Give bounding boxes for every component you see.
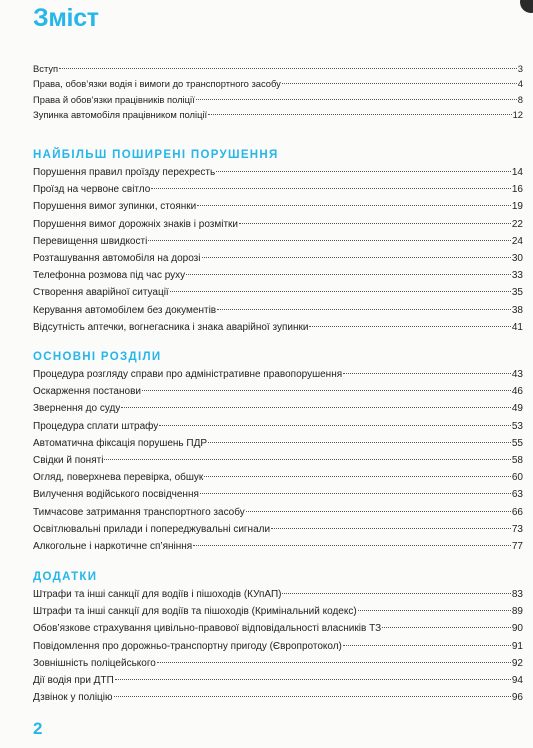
toc-entry[interactable]: [33, 107, 523, 122]
dot-leader: [200, 493, 511, 494]
toc-entry-page: 30: [511, 252, 523, 264]
toc-entry[interactable]: [33, 181, 523, 198]
dot-leader: [197, 205, 511, 206]
toc-entry-page: 73: [511, 523, 523, 535]
dot-leader: [271, 528, 511, 529]
page-title: Зміст: [33, 4, 99, 32]
toc-entry-title: Звернення до суду: [33, 403, 121, 415]
toc-entry[interactable]: [33, 504, 523, 521]
toc-entry-title: Процедура розгляду справи про адміністративне правопорушення: [33, 369, 343, 380]
toc-entry-title: Свідки й поняті: [33, 454, 104, 466]
toc-entry[interactable]: [33, 400, 523, 417]
dot-leader: [148, 240, 511, 241]
toc-entry-page: 4: [517, 78, 523, 90]
toc-entry[interactable]: [33, 521, 523, 538]
toc-list: [33, 61, 523, 123]
dot-leader: [216, 171, 511, 172]
toc-entry-title: Перевищення швидкості: [33, 235, 148, 247]
toc-entry-page: 83: [511, 589, 523, 600]
toc-entry-page: 22: [511, 218, 523, 230]
toc-entry-title: Тимчасове затримання транспортного засобу: [33, 506, 245, 518]
toc-entry-page: 92: [511, 657, 523, 669]
dot-leader: [217, 309, 511, 310]
toc-entry-page: 53: [511, 420, 523, 432]
toc-entry[interactable]: [33, 302, 523, 319]
toc-entry[interactable]: [33, 284, 523, 301]
toc-entry-page: 24: [511, 235, 523, 247]
toc-entry-page: 12: [512, 109, 523, 121]
toc-entry[interactable]: [33, 469, 523, 486]
toc-entry[interactable]: [33, 366, 523, 383]
toc-entry-title: Зупинка автомобіля працівником поліції: [33, 109, 208, 121]
toc-entry-title: Автоматична фіксація порушень ПДР: [33, 437, 208, 449]
toc-entry[interactable]: [33, 672, 523, 689]
toc-entry-page: 60: [511, 472, 523, 484]
dot-leader: [196, 99, 517, 100]
toc-intro: [33, 61, 523, 123]
toc-entry-page: 91: [511, 640, 523, 652]
dot-leader: [115, 679, 511, 680]
toc-entry-title: Відсутність аптечки, вогнегасника і знака аварійної зупинки: [33, 321, 309, 333]
toc-entry[interactable]: [33, 76, 523, 91]
toc-entry-title: Освітлювальні прилади і попереджувальні сигнали: [33, 523, 271, 535]
toc-entry-title: Огляд, поверхнева перевірка, обшук: [33, 472, 204, 484]
dot-leader: [159, 425, 511, 426]
toc-entry-page: 49: [511, 403, 523, 415]
dot-leader: [157, 662, 511, 663]
toc-entry-title: Проїзд на червоне світло: [33, 184, 151, 196]
dot-leader: [142, 390, 511, 391]
toc-entry-page: 66: [511, 506, 523, 518]
toc-entry-page: 94: [511, 674, 523, 686]
toc-entry[interactable]: [33, 216, 523, 233]
toc-entry[interactable]: [33, 603, 523, 620]
toc-entry-title: Порушення вимог дорожніх знаків і розмітки: [33, 218, 238, 230]
toc-entry-page: 8: [517, 93, 523, 105]
dot-leader: [343, 373, 511, 374]
dot-leader: [121, 407, 511, 408]
dot-leader: [204, 476, 511, 477]
toc-entry-title: Вступ: [33, 63, 59, 74]
toc-entry-page: 19: [511, 201, 523, 213]
dot-leader: [186, 274, 511, 275]
dot-leader: [239, 223, 511, 224]
toc-entry[interactable]: [33, 452, 523, 469]
toc-entry-page: 16: [511, 184, 523, 196]
toc-entry-title: Алкогольне і наркотичне сп’яніння: [33, 540, 193, 552]
section-heading: НАЙБІЛЬШ ПОШИРЕНІ ПОРУШЕННЯ: [33, 149, 279, 161]
toc-entry-title: Процедура сплати штрафу: [33, 420, 159, 432]
toc-entry[interactable]: [33, 164, 523, 181]
toc-entry-title: Оскарження постанови: [33, 386, 141, 398]
toc-entry[interactable]: [33, 620, 523, 637]
toc-entry-page: 41: [511, 321, 523, 333]
toc-entry-title: Дзвінок у поліцію: [33, 692, 113, 704]
dot-leader: [246, 511, 511, 512]
toc-entry[interactable]: [33, 689, 523, 706]
dot-leader: [59, 68, 517, 69]
toc-entry-title: Дії водія при ДТП: [33, 674, 114, 686]
section-heading: ДОДАТКИ: [33, 571, 98, 583]
dot-leader: [104, 459, 510, 460]
toc-entry[interactable]: [33, 198, 523, 215]
page-number: 2: [33, 719, 43, 738]
dot-leader: [114, 696, 511, 697]
dot-leader: [358, 610, 511, 611]
toc-entry[interactable]: [33, 486, 523, 503]
toc-entry[interactable]: [33, 233, 523, 250]
toc-entry[interactable]: [33, 319, 523, 336]
toc-entry[interactable]: [33, 435, 523, 452]
toc-entry-page: 43: [511, 369, 523, 380]
dot-leader: [170, 291, 511, 292]
dot-leader: [382, 627, 511, 628]
toc-entry-title: Порушення вимог зупинки, стоянки: [33, 201, 197, 213]
toc-entry-page: 89: [511, 606, 523, 618]
toc-section-main: [33, 348, 523, 555]
toc-entry[interactable]: [33, 538, 523, 555]
dot-leader: [343, 645, 511, 646]
dot-leader: [309, 326, 510, 327]
toc-entry-title: Порушення правил проїзду перехресть: [33, 167, 216, 178]
toc-entry-page: 38: [511, 304, 523, 316]
toc-list: [33, 164, 523, 336]
toc-entry-title: Розташування автомобіля на дорозі: [33, 252, 201, 264]
toc-entry-title: Зовнішність поліцейського: [33, 657, 156, 669]
dot-leader: [193, 545, 511, 546]
toc-entry-title: Права, обов’язки водія і вимоги до транспортного засобу: [33, 78, 281, 90]
toc-list: [33, 586, 523, 706]
toc-list: [33, 366, 523, 555]
dot-leader: [151, 188, 511, 189]
toc-entry-title: Вилучення водійського посвідчення: [33, 489, 199, 501]
toc-entry[interactable]: [33, 92, 523, 107]
toc-entry-title: Керування автомобілем без документів: [33, 304, 217, 316]
dot-leader: [208, 442, 511, 443]
toc-entry-title: Телефонна розмова під час руху: [33, 270, 186, 282]
toc-section-common-violations: [33, 146, 523, 336]
toc-entry-page: 58: [511, 454, 523, 466]
corner-mark: [520, 0, 533, 13]
toc-entry[interactable]: [33, 383, 523, 400]
toc-entry-title: Штрафи та інші санкції для водіїв і пішоходів (КУпАП): [33, 589, 282, 600]
toc-entry[interactable]: [33, 655, 523, 672]
toc-entry-page: 33: [511, 270, 523, 282]
dot-leader: [208, 114, 511, 115]
toc-entry-page: 14: [511, 167, 523, 178]
toc-entry-page: 3: [517, 63, 523, 74]
toc-entry[interactable]: [33, 586, 523, 603]
toc-entry-title: Повідомлення про дорожньо-транспортну пригоду (Європротокол): [33, 640, 342, 652]
toc-entry-page: 46: [511, 386, 523, 398]
toc-entry-title: Штрафи та інші санкції для водіїв та пішоходів (Кримінальний кодекс): [33, 606, 357, 618]
toc-entry[interactable]: [33, 267, 523, 284]
toc-entry-title: Створення аварійної ситуації: [33, 287, 169, 299]
toc-entry[interactable]: [33, 250, 523, 267]
toc-entry-page: 55: [511, 437, 523, 449]
toc-entry-title: Обов’язкове страхування цивільно-правової відповідальності власників ТЗ: [33, 623, 382, 635]
dot-leader: [282, 83, 517, 84]
toc-entry-page: 63: [511, 489, 523, 501]
toc-entry-page: 77: [511, 540, 523, 552]
toc-entry-page: 35: [511, 287, 523, 299]
toc-entry-title: Права й обов’язки працівників поліції: [33, 93, 195, 105]
toc-entry-page: 90: [511, 623, 523, 635]
toc-entry[interactable]: [33, 638, 523, 655]
dot-leader: [202, 257, 511, 258]
toc-entry[interactable]: [33, 418, 523, 435]
dot-leader: [282, 593, 510, 594]
toc-entry-page: 96: [511, 692, 523, 704]
section-heading: ОСНОВНІ РОЗДІЛИ: [33, 351, 162, 363]
toc-section-appendices: [33, 568, 523, 706]
toc-entry[interactable]: [33, 61, 523, 76]
